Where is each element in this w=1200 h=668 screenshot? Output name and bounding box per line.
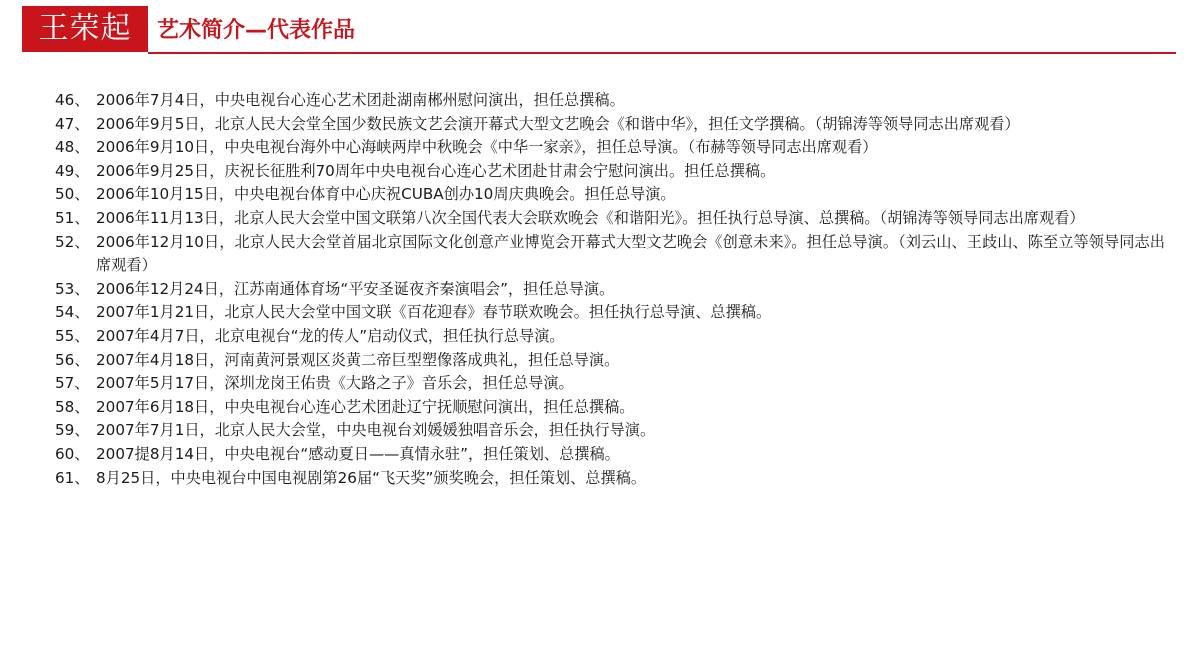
item-number: 61、 [55,468,90,487]
item-text: 2006年11月13日，北京人民大会堂中国文联第八次全国代表大会联欢晚会《和谐阳光》。担任执行总导演、总撰稿。（胡锦涛等领导同志出席观看） [96,208,1085,227]
header-divider [148,52,1176,54]
item-text: 2006年12月10日，北京人民大会堂首届北京国际文化创意产业博览会开幕式大型文艺晚会《创意未来》。担任总导演。（刘云山、王歧山、陈至立等领导同志出席观看） [96,232,1165,275]
item-text: 2007年7月1日，北京人民大会堂，中央电视台刘媛媛独唱音乐会，担任执行导演。 [96,421,656,440]
item-number: 52、 [55,232,90,251]
item-number: 58、 [55,397,90,416]
item-number: 54、 [55,303,90,322]
list-item [55,372,1165,396]
item-number: 51、 [55,208,90,227]
list-item [55,396,1165,420]
list-item [55,278,1165,302]
item-number: 46、 [55,91,90,109]
item-text: 2006年12月24日，江苏南通体育场“平安圣诞夜齐秦演唱会”，担任总导演。 [96,279,615,298]
list-item [55,160,1165,184]
item-number: 57、 [55,374,90,393]
item-text: 2007年1月21日，北京人民大会堂中国文联《百花迎春》春节联欢晚会。担任执行总导演、总撰稿。 [96,303,772,322]
list-item [55,89,1165,113]
item-number: 55、 [55,326,90,345]
list-item [55,419,1165,443]
item-text: 2006年9月5日，北京人民大会堂全国少数民族文艺会演开幕式大型文艺晚会《和谐中华》，担任文学撰稿。（胡锦涛等领导同志出席观看） [96,114,1020,133]
item-number: 49、 [55,161,90,180]
list-item [55,443,1165,467]
item-number: 59、 [55,421,90,440]
list-item [55,349,1165,373]
list-item [55,113,1165,137]
item-text: 2007年5月17日，深圳龙岗王佑贵《大路之子》音乐会，担任总导演。 [96,374,574,393]
item-text: 2007年6月18日，中央电视台心连心艺术团赴辽宁抚顺慰问演出，担任总撰稿。 [96,397,635,416]
list-item [55,301,1165,325]
item-text: 2006年9月10日，中央电视台海外中心海峡两岸中秋晚会《中华一家亲》，担任总导演。（布赫等领导同志出席观看） [96,138,878,157]
item-number: 47、 [55,114,90,133]
section-title: 艺术简介—代表作品 [157,18,356,43]
item-text: 2007提8月14日，中央电视台“感动夏日——真情永驻”，担任策划、总撰稿。 [96,444,620,463]
item-text: 2006年10月15日，中央电视台体育中心庆祝CUBA创办10周庆典晚会。担任总导演。 [96,185,676,204]
list-item [55,207,1165,231]
item-text: 8月25日，中央电视台中国电视剧第26届“飞天奖”颁奖晚会，担任策划、总撰稿。 [96,468,647,487]
item-number: 50、 [55,185,90,204]
item-number: 60、 [55,444,90,463]
item-text: 2007年4月7日，北京电视台“龙的传人”启动仪式，担任执行总导演。 [96,326,565,345]
item-text: 2007年4月18日，河南黄河景观区炎黄二帝巨型塑像落成典礼，担任总导演。 [96,350,620,369]
list-item [55,231,1165,278]
item-number: 56、 [55,350,90,369]
item-text: 2006年9月25日，庆祝长征胜利70周年中央电视台心连心艺术团赴甘肃会宁慰问演出。担任总撰稿。 [96,161,776,180]
list-item [55,325,1165,349]
item-text: 2006年7月4日，中央电视台心连心艺术团赴湖南郴州慰问演出，担任总撰稿。 [96,91,625,109]
works-list [55,89,1165,490]
item-number: 48、 [55,138,90,157]
artist-name: 王荣起 [22,6,148,52]
list-item [55,183,1165,207]
list-item [55,467,1165,491]
slide-header [0,0,1200,60]
list-item [55,136,1165,160]
item-number: 53、 [55,279,90,298]
